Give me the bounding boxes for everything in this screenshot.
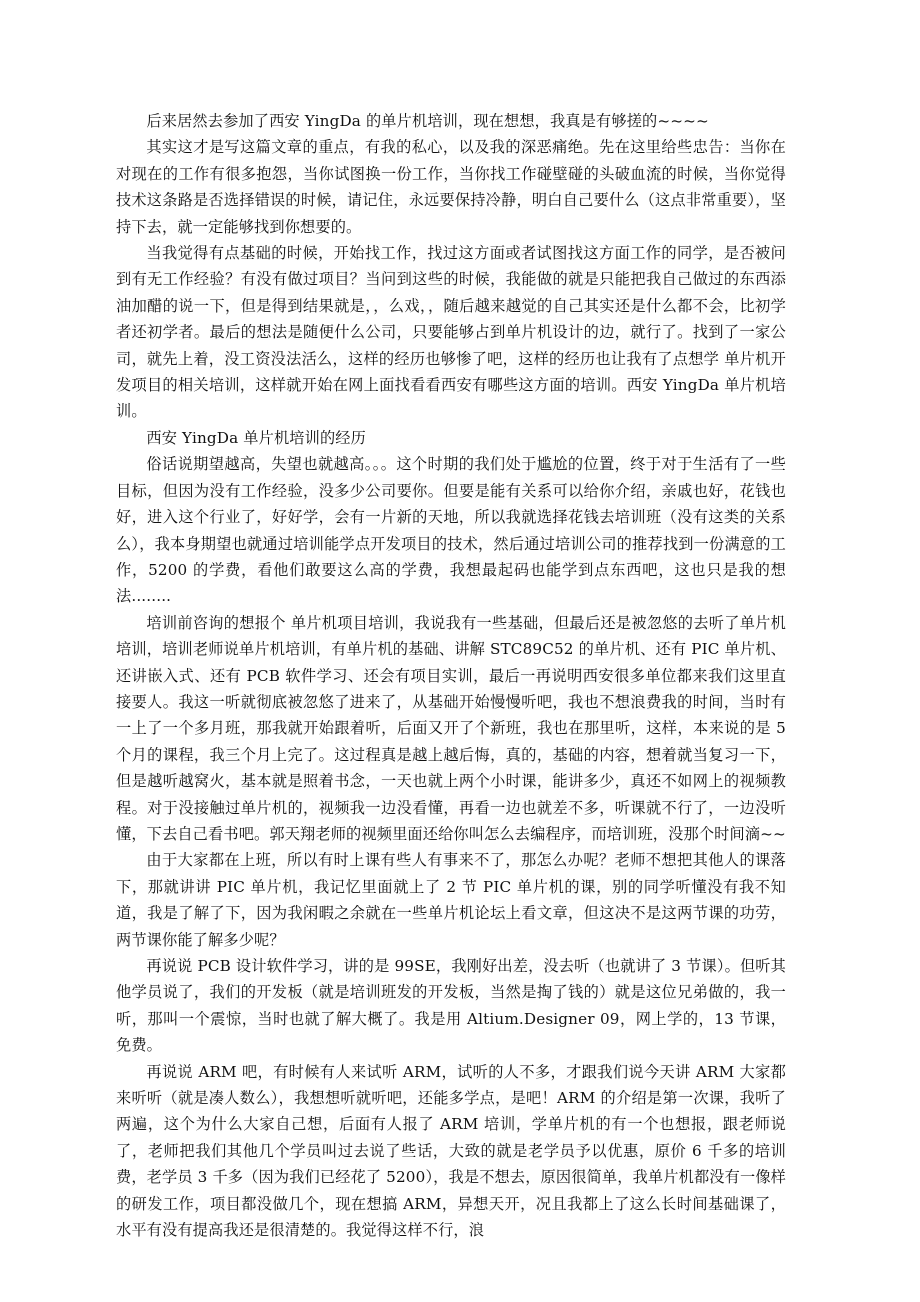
paragraph: 培训前咨询的想报个 单片机项目培训，我说我有一些基础，但最后还是被忽悠的去听了单片机培训，培训老师说单片机培训，有单片机的基础、讲解 STC89C52 的单片机、还有 PIC 单片机、还讲嵌入式、还有 PCB 软件学习、还会有项目实训，最后一再说明西安很多单位都来我们这里直接要人。我这一听就彻底被忽悠了进来了，从基础开始慢慢听吧，我也不想浪费我的时间，当时有一上了一个多月班，那我就开始跟着听，后面又开了个新班，我也在那里听，这样，本来说的是 5 个月的课程，我三个月上完了。这过程真是越上越后悔，真的，基础的内容，想着就当复习一下，但是越听越窝火，基本就是照着书念，一天也就上两个小时课，能讲多少，真还不如网上的视频教程。对于没接触过单片机的，视频我一边没看懂，再看一边也就差不多，听课就不行了，一边没听懂，下去自己看书吧。郭天翔老师的视频里面还给你叫怎么去编程序，而培训班，没那个时间滴~~ <box>116 613 786 843</box>
paragraph: 其实这才是写这篇文章的重点，有我的私心，以及我的深恶痛绝。先在这里给些忠告：当你在对现在的工作有很多抱怨，当你试图换一份工作，当你找工作碰壁碰的头破血流的时候，当你觉得技术这条路是否选择错误的时候，请记住，永远要保持冷静，明白自己要什么（这点非常重要），坚持下去，就一定能够找到你想要的。 <box>116 138 786 236</box>
paragraph: 再说说 PCB 设计软件学习，讲的是 99SE，我刚好出差，没去听（也就讲了 3 节课）。但听其他学员说了，我们的开发板（就是培训班发的开发板，当然是掏了钱的）就是这位兄弟做的，我一听，那叫一个震惊，当时也就了解大概了。我是用 Altium.Designer 09，网上学的，13 节课，免费。 <box>116 957 786 1055</box>
section-heading: 西安 YingDa 单片机培训的经历 <box>146 428 366 447</box>
document-page <box>116 108 786 1243</box>
paragraph: 后来居然去参加了西安 YingDa 的单片机培训，现在想想，我真是有够搓的~~~~ <box>146 112 709 130</box>
paragraph: 当我觉得有点基础的时候，开始找工作，找过这方面或者试图找这方面工作的同学，是否被问到有无工作经验？有没有做过项目？当问到这些的时候，我能做的就是只能把我自己做过的东西添油加醋的说一下，但是得到结果就是，，么戏，，随后越来越觉的自己其实还是什么都不会，比初学者还初学者。最后的想法是随便什么公司，只要能够占到单片机设计的边，就行了。找到了一家公司，就先上着，没工资没法活么，这样的经历也够惨了吧，这样的经历也让我有了点想学 单片机开发项目的相关培训，这样就开始在网上面找看看西安有哪些这方面的培训。西安 YingDa 单片机培训。 <box>116 244 786 421</box>
paragraph: 再说说 ARM 吧，有时候有人来试听 ARM，试听的人不多，才跟我们说今天讲 ARM 大家都来听听（就是凑人数么），我想想听就听吧，还能多学点，是吧！ARM 的介绍是第一次课，我听了两遍，这个为什么大家自己想，后面有人报了 ARM 培训，学单片机的有一个也想报，跟老师说了，老师把我们其他几个学员叫过去说了些话，大致的就是老学员予以优惠，原价 6 千多的培训费，老学员 3 千多（因为我们已经花了 5200），我是不想去，原因很简单，我单片机都没有一像样的研发工作，项目都没做几个，现在想搞 ARM，异想天开，况且我都上了这么长时间基础课了，水平有没有提高我还是很清楚的。我觉得这样不行，浪 <box>116 1062 786 1240</box>
paragraph: 俗话说期望越高，失望也就越高。。。这个时期的我们处于尴尬的位置，终于对于生活有了一些目标，但因为没有工作经验，没多少公司要你。但要是能有关系可以给你介绍，亲戚也好，花钱也好，进入这个行业了，好好学，会有一片新的天地，所以我就选择花钱去培训班（没有这类的关系么），我本身期望也就通过培训能学点开发项目的技术，然后通过培训公司的推荐找到一份满意的工作，5200 的学费，看他们敢要这么高的学费，我想最起码也能学到点东西吧，这也只是我的想法........ <box>116 455 786 606</box>
paragraph: 由于大家都在上班，所以有时上课有些人有事来不了，那怎么办呢？老师不想把其他人的课落下，那就讲讲 PIC 单片机，我记忆里面就上了 2 节 PIC 单片机的课，别的同学听懂没有我不知道，我是了解了下，因为我闲暇之余就在一些单片机论坛上看文章，但这决不是这两节课的功劳，两节课你能了解多少呢？ <box>116 851 786 949</box>
